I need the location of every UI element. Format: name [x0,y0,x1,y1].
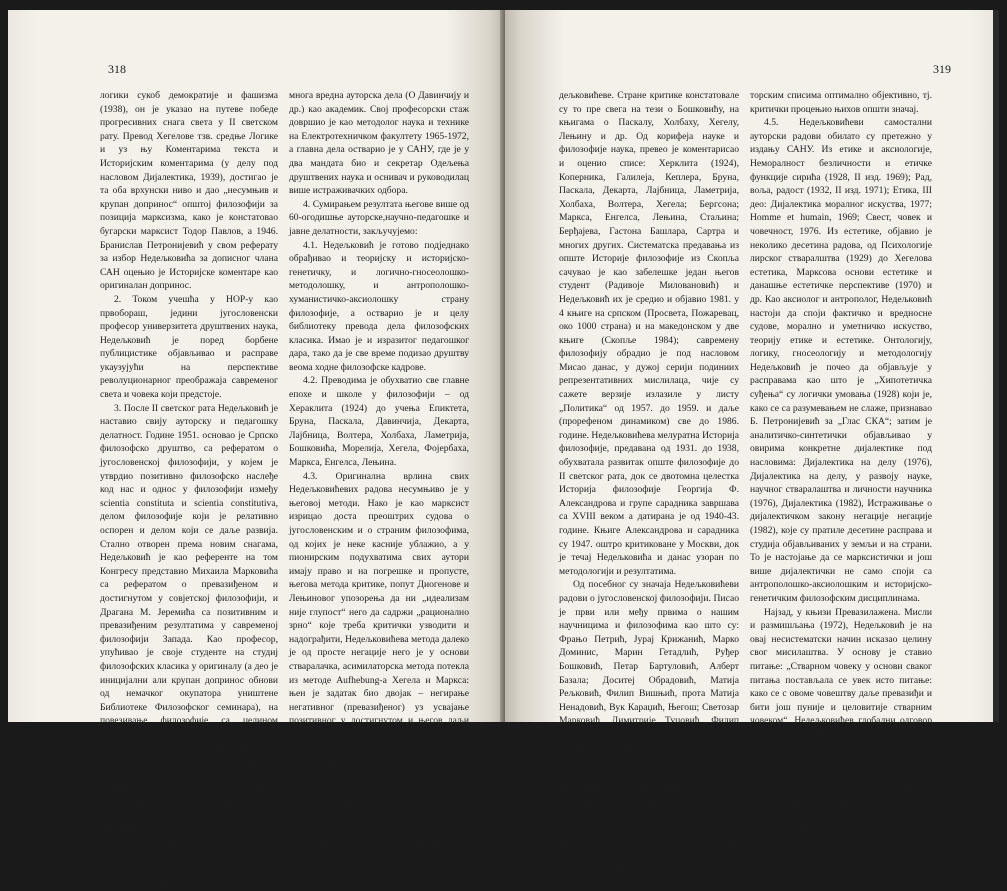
page-edge [993,10,999,722]
left-column-2 [289,89,469,725]
paragraph: 4. Сумирањем резултата његове више од 60-огодишње ауторске,научно-педагошке и јавне делатности, закључујемо: [289,198,469,239]
paragraph: многа вредна ауторска дела (О Давинчију и др.) као академик. Свој професорски стаж довршио је као методолог наука и технике на Електротехничком факултету 1965-1972, а главна дела остварио је у САНУ, где је у два мандата био и секретар Одељења друштвених наука и оснивач и руководилац више истраживачких одбора. [289,89,469,198]
paragraph: 4.2. Преводима је обухватио све главне епохе и школе у филозофији – од Хераклита (1924) до учења Епиктета, Бруна, Паскала, Давинчија, Декарта, Лајбница, Волтера, Холбаха, Ламетрија, Бошковића, Морелија, Хегела, Фојербаха, Маркса, Енгелса, Лењина. [289,374,469,469]
paragraph: 3. После II светског рата Недељковић је наставио свију ауторску и педагошку делатност. Године 1951. основао је Српско филозофско друштво, са рефератом о југословенској филозофији, у којем је утврдио позитивно филозофско наслеђе код нас и однос у филозофији између scientia constituta и scientia constitutiva, делом филозофије који је релативно оспорен и делом који се даље развија. Стално отворен према новим снагама, Недељковић је као референте на том Конгресу представио Михаила Марковића са рефератом о превазиђеном и достигнутом у совјетској филозофији, и Драгана М. Јеремића са позитивним и превазиђеним резултатима у савременој филозофији Запада. Као професор, упућивао је своје студенте на студиј филозофских класика у оригиналу (а део је иницијални али крупан допринос обнови од немачког окупатора уништене Библиотеке Филозофског семинара), на повезивање филозофије са целином културе и цивилизације, посебно са наукама и уметностима. Први је у то време, у своји предавањима на Коларчевом универзитету, критиковао сциjентистичко-техницистичке и идеолистичке примесе код Ф. Енгелса и уопште у марксизму, што је, поред других разлога, навело идеолога ЦК КПЈ М. Биласа да га на неодстојан начин 1953. године удаљи са Београдског универзитета. [100,402,278,864]
left-column-1 [100,89,278,725]
paragraph: торским списима оптимално објективно, тј. критички процењио њихов општи значај. [750,89,932,116]
paragraph: 4.4. Стране оцењивачи су похвалили Недељковићеве резултате као медијатора између српске и југословенске филозофије, науке и културе, с једне, и европске и светске, с друге стране, и то не само преводима него и силиним сопственим делом. Иако се, разуме се, служио резултатима претходних истраживача, у овим списима Недељковић је показао своју изузетну ерудицију а оцене су увек самосталне, типично Не- [289,742,469,891]
paragraph: логики сукоб демократије и фашизма (1938), он је указао на путеве победе прогресивних снага света у II светском рату. Превод Хегелове тзв. средње Логике и уз њу Коментарима текста и Историјским коментарима (у делу под насловом Дијалектика, 1939), достигао је та оба врхунски ниво и дао „несумњив и крупан допринос“ општој филозофији за позиција марксизма, како је констатовао бугарски марксист Тодор Павлов, а 1946. Бранислав Петронијевић у свом реферату за избор Недељковића за дописног члана САН оцењио је Историјске коментаре као оригиналан допринос. [100,89,278,293]
left-page [8,10,505,722]
page-number: 319 [933,62,951,77]
right-column-1 [559,89,739,725]
paragraph: Најзад, у књизи Превазилажена. Мисли и размишљања (1972), Недељковић је на овај несистематски начин исказао целину свог мисилаштва. У основу је ставио питање: „Стварном човеку у основи сваког питања постављала се увек исто питање: како се с овоме човештву даље превазиђи и бити још пуније и целовитије стварним човеком“. Недељковићев глобални одговор на ово антрополошко-хуманистичко питање је и тада као и пола века пре тога, када је био на почетима стварања, исти: човек се непрекидно самопревазилази, ослобађа и преображава – стваралачким радом. Тиме је исказао суштину развијене својих мисли „превазилажења и самопревазилажења нашега света, човека и човештва“, своју варијанту марксистичке филозофске антропологије и аксиологије. [750,606,932,864]
right-column-2 [750,89,932,725]
paragraph: 4.1. Недељковић је готово подједнако обрађивао и теоријску и историјско-генетичку, и логично-гносеолошко-методолошку, и антрополошко-хуманистичко-аксиолошку страну филозофије, а остварио је и целу библиотеку превода дела филозофских класика. Имао је и изразитог педагошког дара, тако да је све време подизао друштву веома ходне филозофске кадрове. [289,239,469,375]
paragraph: Деценију удаљен од студената и јавног рада, Недељковић је остварио и објавио [100,864,278,891]
page-number: 318 [108,62,126,77]
paragraph: Од посебног су значаја Недељковићеви радови о југословенској филозофији. Писао је први или међу првима о нашим научницима и филозофима као што су: Фрањо Петрић, Јурај Крижанић, Марко Доминис, Марин Гетадлић, Руђер Бошковић, Петар Бартуловић, Алберт Базала; Доситеј Обрадовић, Матија Рељковић, Филип Вишњић, прота Матија Ненадовић, Вук Караџић, Његош; Светозар Марковић, Димитрије Туцовић, Филип Филиповић, Тито, Кардељ; Лаза Костић, Милош Петровић, Божа Кнежевић, Јован Цвијић, Михаило Петровић Алас, Никола Тесла, Тома Живановић, Бранислав Петронијевић; Огњен Прица, Веселин Маслеша, Иво Лола Рибар, Коста Рацин и други. Пошто је добро знао у каквим су условима деловали југословенски, посебно српски мислиоци а нарочито марксисти, Недељковић је у овим својим компаративистичко-медија- [559,578,739,877]
paragraph: дељковићеве. Стране критике констатовале су то пре свега на тези о Бошковићу, на књигама о Паскалу, Холбаху, Хегелу, Лењину и др. Од корифеја науке и филозофије наука, превео је коментарисао и оценио списе: Херклита (1924), Коперника, Галилеја, Кеплера, Бруна, Паскала, Декарта, Лајбница, Ламетрија, Холбаха, Волтера, Хегела; Бергсона; Маркса, Енгелса, Лењина, Стаљина; Берђајева, Гастона Башлара, Сартра и многих других. Систематска предавања из опште Историје филозофије из Скопља сачувао је као забелешке један његов студент (Радивоје Миловановић) и Недељковић их је средио и објавио 1981. у 4 књиге на српском (Просвета, Пожаревац, око 1000 страна) и на македонском у две књиге (Скопље 1984); савремену филозофију обрадио је под насловом Мисао данас, у дужој серији подиниих репрезентативних мислилаца, чије су сажете верзије излазиле у листу „Политика“ од 1957. до 1959. и даље (прорефеном динамиком) све до 1986. године. Недељковићева мелуратна Историја филозофије, предавана од 1931. до 1938, обухватала развитак опште филозофије до II светског рата, док се двотомна целестка Историја филозофије Георгија Ф. Александрова и групе сарадника завршава са XVIII веком а датирана је од 1940-43. године. Књиге Александрова и сарадника су 1947. оштро критиковане у Москви, док је течај Недељковића и данас узоран по методологији и резултатима. [559,89,739,578]
paragraph: 2. Током учешћа у НОР-у као првобораш, једини југословенски професор универзитета друштвених наука, Недељковић је поред борбене публицистике објављивао и расправе укаузујући на перспективе револуционарног преображаја савременог света и човека који предстоје. [100,293,278,402]
paragraph: 4.3. Оригинална врлина свих Недељковићевих радова несумњиво је у његовој методи. Нако је као марксист изрицао доста преоштрих судова о југословенским и о страним филозофима, од којих је неке касније ублажио, а у пионирским подухватима свих аутори имају право и на погрешке и пропусте, његова метода критике, попут Диогенове и Лењиновог упозорења да ни „идеализам није глупост“ него да садржи „рационално зрно“ које треба критички узводити и надограђити, Недељковићева метода далеко је од просте негације него је у основи стваралачка, асимилаторска метода потекла из методе Aufhebung-a Хегела и Маркса: њен је задатак био двојак – негирање негативног (превазиђеног) уз усвајање позитивног у достигнутом и његов даљи развитак. [289,470,469,742]
right-page [505,10,999,722]
paragraph: 4.5. Недељковићеви самостални ауторски радови обилато су претежно у издању САНУ. Из етике и аксиологије, Неморалност безличности и етичке функције сирића (1928, II изд. 1969); Рад, воља, радост (1932, II изд. 1971); Етика, III део: Дијалектика моралног искуства, 1977; Homme et humain, 1969; Свест, човек и човечност, 1976. Из естетике, објавио је неколико десетина радова, од Психологије лирског стваралштва (1929) до Хегелова естетика, Марксова основи естетике и данашње естетичке перспективе (1970) и др. Као аксиолог и антрополог, Недељковић настоји да споји фактичко и вредносне судове, морално и уметничко искуство, теорију етике и естетике. Онтологију, логику, гносеологију и методологију Недељковић је почео да објављује у расправама као што је „Хипотетичка суђења“ су логички умовања (1928) који је, како се са разумевањем не слаже, признавао Б. Петронијевић за „Глас СКА“; затим је аналитичко-синтетички објављивао у овирима конкретне дијалектике под насловима: Дијалектика на делу (1976), Дијалектика на делу, у развоју науке, научног стваралаштва и личности научника (1976), Дијалектика (1982), Истраживање о дијалектичком закону негације негације (1982), које су пратиле десетине расправа и студија објављиваних у земљи и на страни. То је настојање да се марксистички и још више дијалектички не само споји са антрополошко-аксиолошким и историјско-генетичким филозофским дисциплинама. [750,116,932,605]
